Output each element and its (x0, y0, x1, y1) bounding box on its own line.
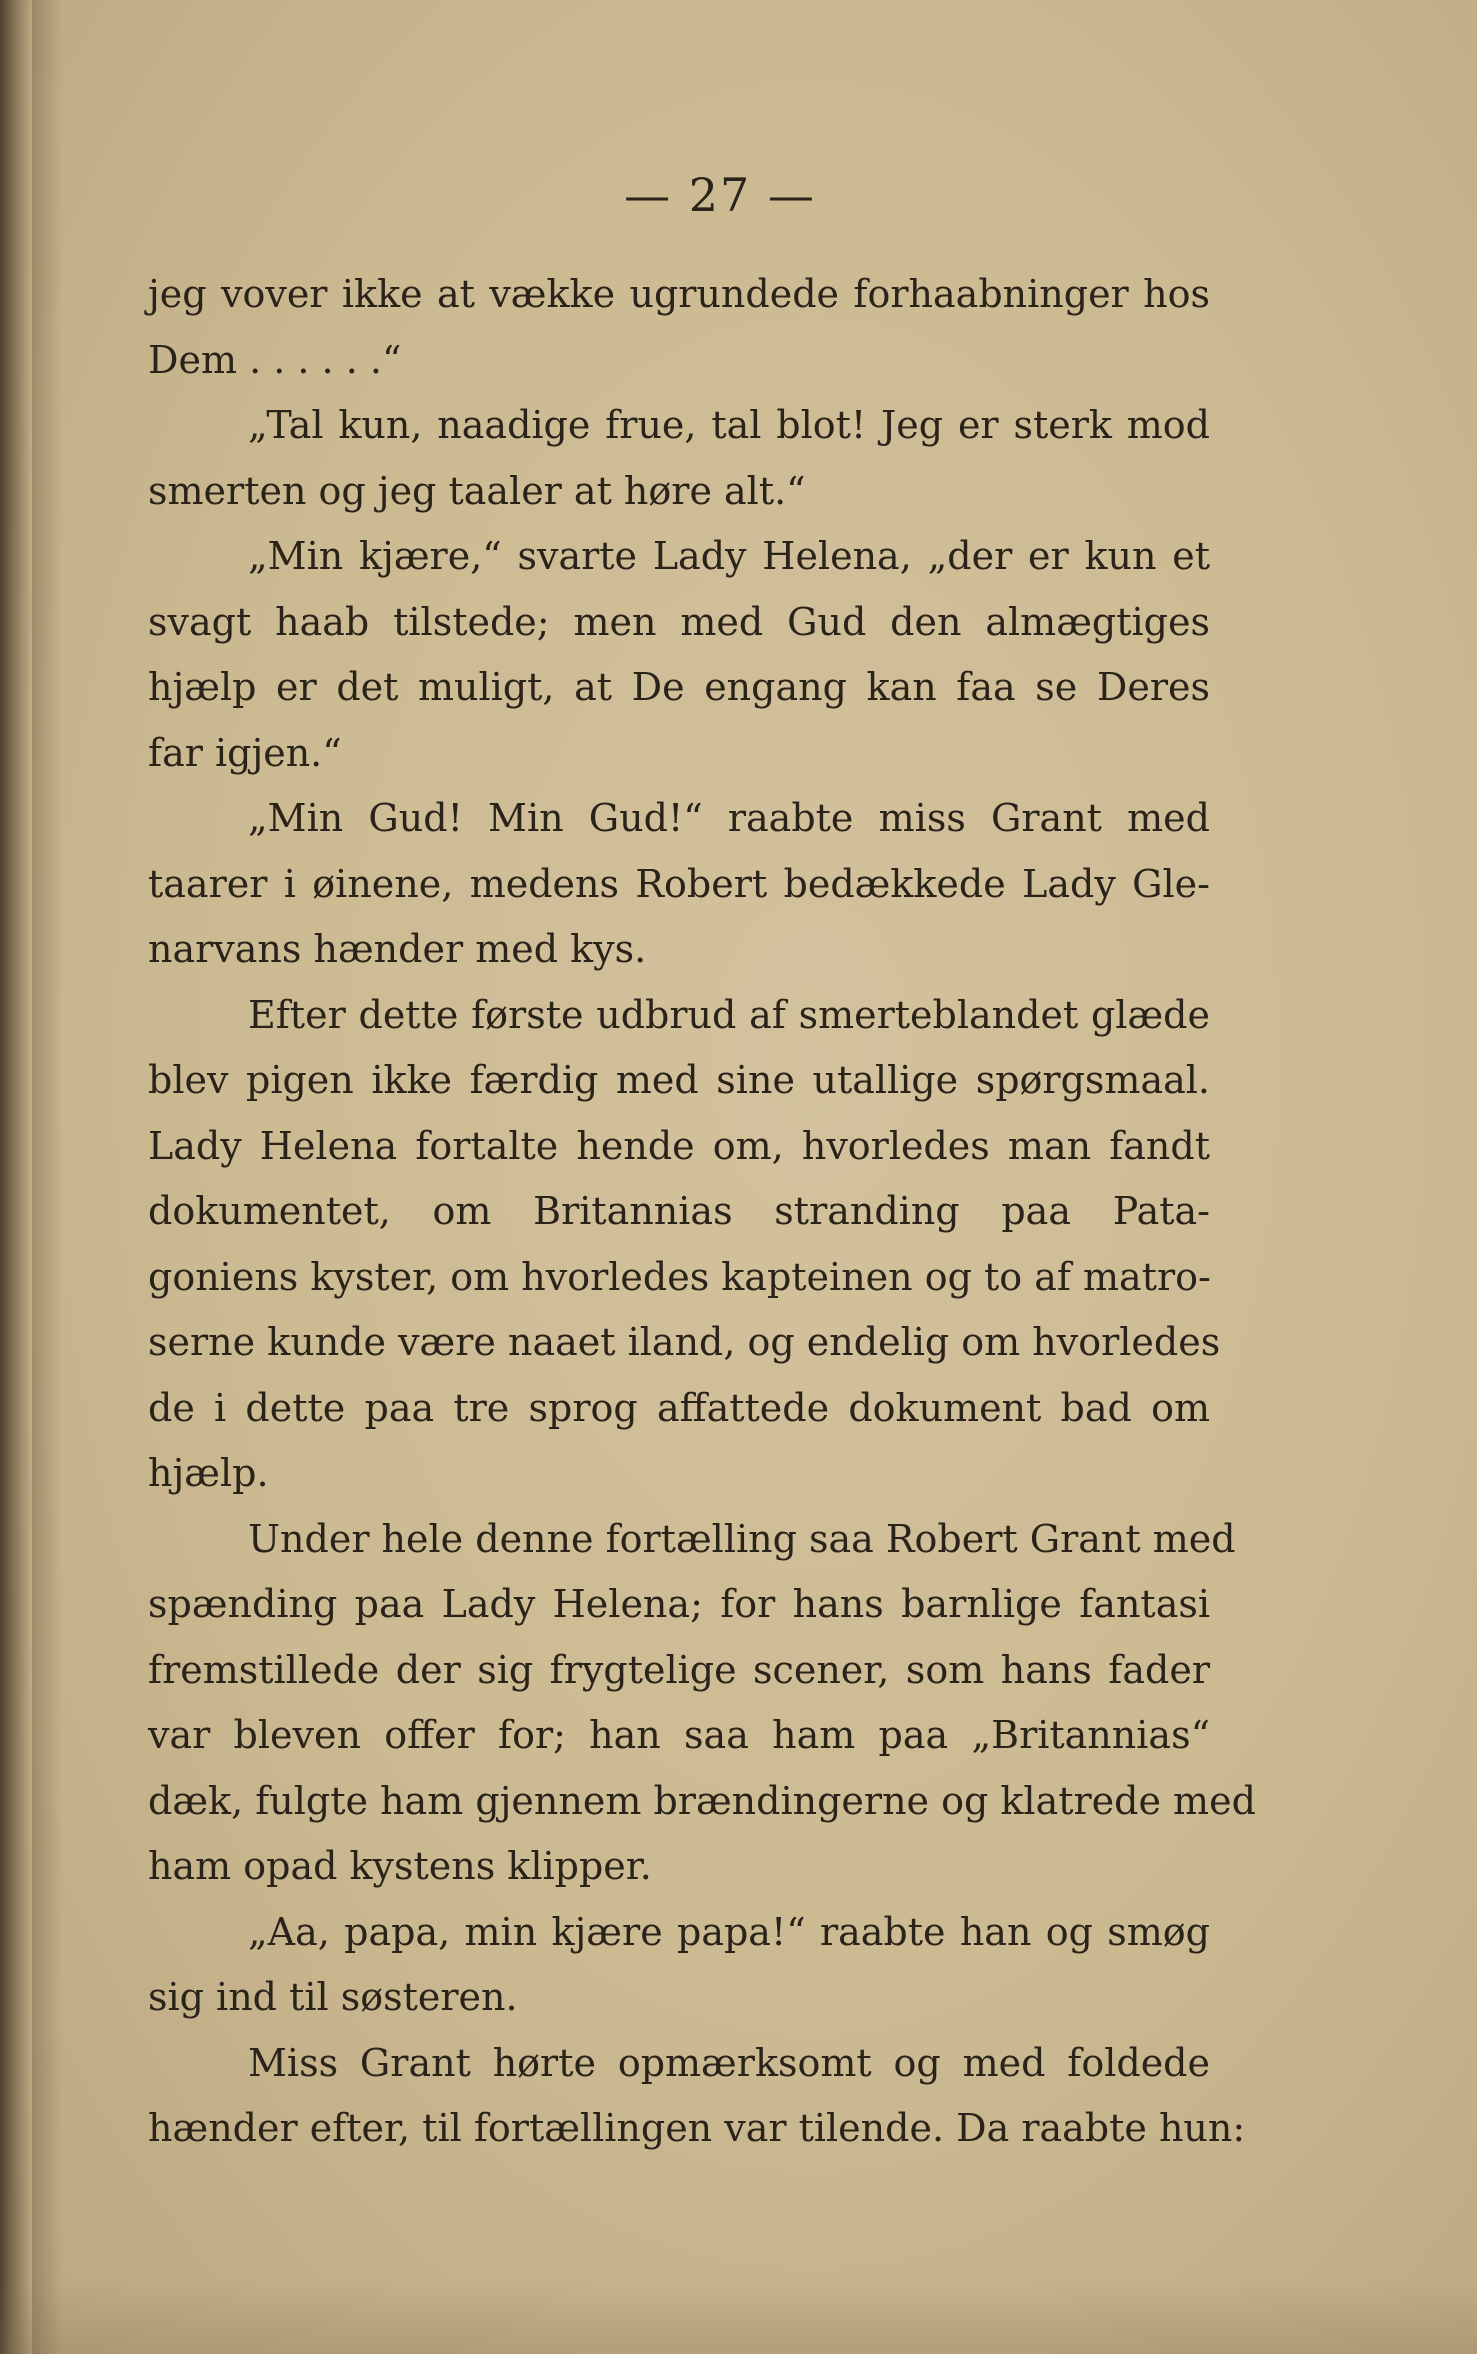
paragraph (148, 983, 1221, 1507)
text-line: hjælp er det muligt, at De engang kan faa se Deres (148, 665, 1210, 709)
text-line: hænder efter, til fortællingen var tilende. Da raabte hun: (148, 2106, 1246, 2150)
text-line: „Tal kun, naadige frue, tal blot! Jeg er sterk mod (248, 403, 1210, 447)
text-line: fremstillede der sig frygtelige scener, som hans fader (148, 1647, 1210, 1692)
text-line: narvans hænder med kys. (148, 927, 647, 971)
text-line: Efter dette første udbrud af smerteblandet glæde (248, 992, 1210, 1037)
text-line: ham opad kystens klipper. (148, 1844, 652, 1888)
text-line: „Min kjære,“ svarte Lady Helena, „der er kun et (248, 534, 1210, 578)
text-line: far igjen.“ (148, 730, 342, 775)
paragraph (148, 2031, 1246, 2162)
paragraph (148, 393, 1210, 524)
paragraph (148, 1507, 1256, 1900)
text-line: spænding paa Lady Helena; for hans barnlige fantasi (148, 1582, 1210, 1626)
text-line: Miss Grant hørte opmærksomt og med foldede (248, 2040, 1210, 2085)
page-bottom-shadow (0, 2280, 1477, 2354)
text-line: „Aa, papa, min kjære papa!“ raabte han og smøg (248, 1909, 1210, 1954)
text-line: smerten og jeg taaler at høre alt.“ (148, 468, 806, 513)
text-line: dokumentet, om Britannias stranding paa Pata- (148, 1189, 1210, 1233)
book-spine (0, 0, 32, 2354)
body-text (148, 262, 1256, 2162)
text-line: Lady Helena fortalte hende om, hvorledes man fandt (148, 1123, 1210, 1168)
text-line: blev pigen ikke færdig med sine utallige spørgsmaal. (148, 1058, 1210, 1102)
text-line: dæk, fulgte ham gjennem brændingerne og klatrede med (148, 1778, 1256, 1823)
text-line: goniens kyster, om hvorledes kapteinen og to af matro- (148, 1254, 1211, 1299)
paragraph (148, 786, 1210, 983)
page-number: — 27 — (624, 168, 816, 222)
gutter-shadow (32, 0, 62, 2354)
paragraph (148, 1900, 1210, 2031)
paragraph (148, 524, 1210, 786)
text-line: Dem . . . . . .“ (148, 337, 402, 382)
text-line: var bleven offer for; han saa ham paa „Britannias“ (148, 1713, 1210, 1757)
text-line: de i dette paa tre sprog affattede dokument bad om (148, 1385, 1210, 1430)
text-line: Under hele denne fortælling saa Robert Grant med (248, 1516, 1236, 1561)
text-line: sig ind til søsteren. (148, 1975, 518, 2019)
text-line: hjælp. (148, 1451, 269, 1495)
text-line: svagt haab tilstede; men med Gud den almægtiges (148, 599, 1210, 644)
text-line: „Min Gud! Min Gud!“ raabte miss Grant med (248, 796, 1210, 840)
text-line: taarer i øinene, medens Robert bedækkede Lady Gle- (148, 861, 1210, 906)
text-line: jeg vover ikke at vække ugrundede forhaabninger hos (148, 272, 1210, 316)
text-line: serne kunde være naaet iland, og endelig om hvorledes (148, 1320, 1221, 1364)
paragraph (148, 262, 1210, 393)
